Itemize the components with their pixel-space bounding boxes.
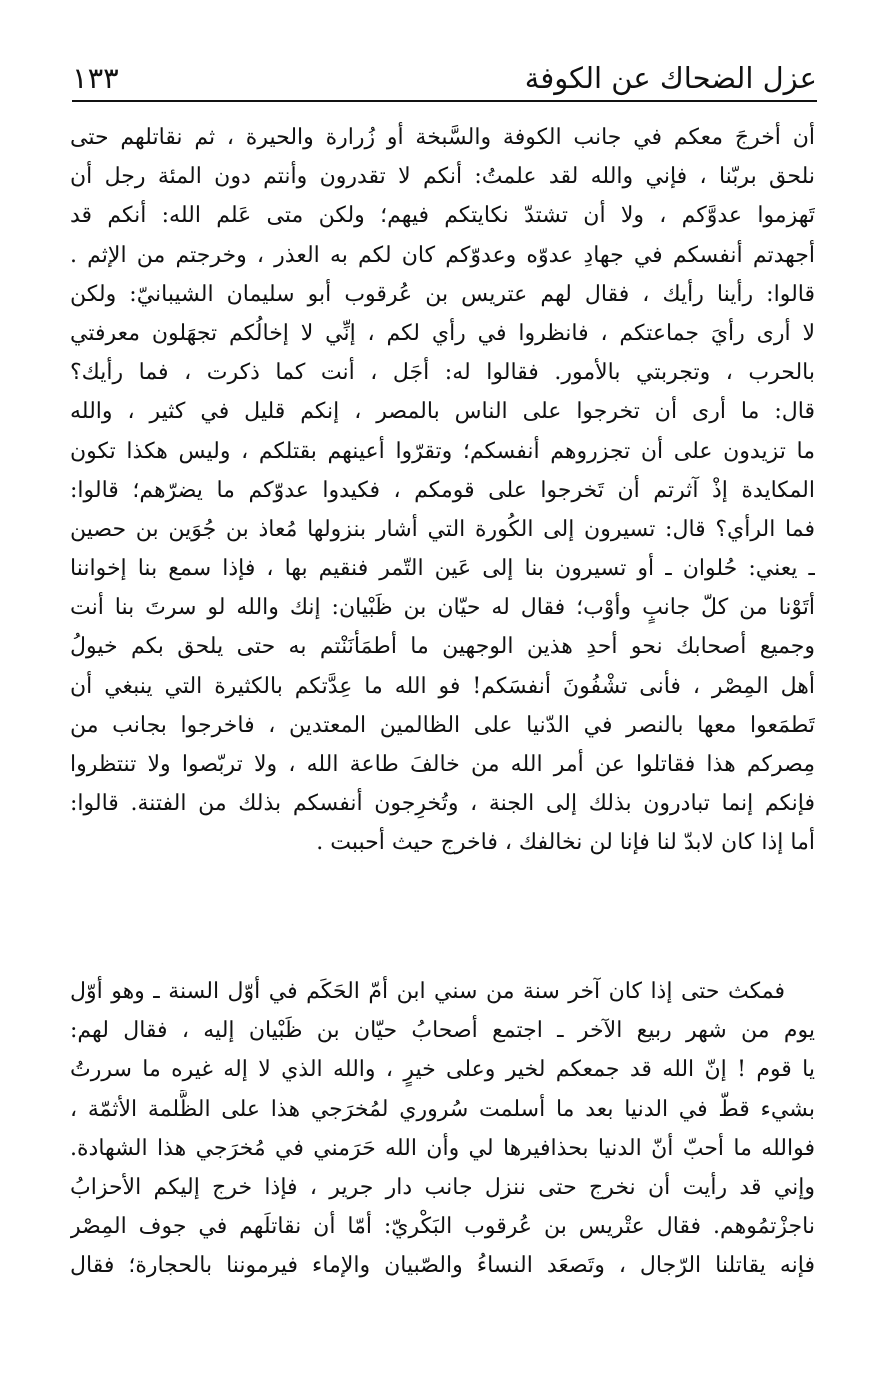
text-line: ما تزيدون على أن تجزروهم أنفسكم؛ وتقرّوا أعينهم بقتلكم ، وليس هكذا تكون — [70, 438, 815, 464]
text-line: قال: ما أرى أن تخرجوا على الناس بالمصر ، إنكم قليل في كثير ، والله — [70, 399, 815, 425]
text-line: فإنكم إنما تبادرون بذلك إلى الجنة ، وتُخرِجون أنفسكم بذلك من الفتنة. قالوا: — [70, 791, 815, 817]
header-rule — [72, 100, 817, 102]
text-line: نلحق بربّنا ، فإني والله لقد علمتُ: أنكم لا تقدرون وأنتم دون المئة رجل أن — [70, 164, 815, 190]
text-line: ناجزْتمُوهم. فقال عتْريس بن عُرقوب البَكْريّ: أمّا أن نقاتلَهم في جوف المِصْر — [70, 1214, 815, 1240]
text-line: أهل المِصْر ، فأنى تشْفُونَ أنفسَكم! فو الله ما عِدَّتكم بالكثيرة التي ينبغي أن — [70, 673, 815, 699]
text-line: تَطمَعوا معها بالنصر في الدّنيا على الظالمين المعتدين ، فاخرجوا بجانب من — [70, 712, 815, 738]
text-line: مِصركم هذا فقاتلوا عن أمر الله من خالفَ طاعة الله ، ولا تربّصوا ولا تنتظروا — [70, 752, 815, 777]
text-line: لا أرى رأيَ جماعتكم ، فانظروا في رأي لكم ، إنِّي لا إخالُكم تجهَلون معرفتي — [70, 320, 815, 346]
text-line: فمكث حتى إذا كان آخر سنة من سني ابن أمّ الحَكَم في أوّل السنة ـ وهو أوّل — [70, 979, 785, 1004]
text-line: أتَوْنا من كلّ جانبٍ وأوْب؛ فقال له حيّان بن ظَبْيان: إنك والله لو سرتَ بنا أنت — [70, 595, 815, 621]
text-line: فوالله ما أحبّ أنّ الدنيا بحذافيرها لي وأن الله حَرَمني في مُخرَجي هذا الشهادة. — [70, 1135, 815, 1161]
page-number: ١٣٣ — [72, 61, 119, 95]
text-line: تَهزموا عدوَّكم ، ولا أن تشتدّ نكايتكم فيهم؛ ولكن متى عَلم الله: أنكم قد — [70, 203, 815, 229]
chapter-title: عزل الضحاك عن الكوفة — [524, 61, 817, 95]
paragraph-1 — [70, 118, 815, 863]
paragraph-2 — [70, 972, 815, 1286]
text-line: بالحرب ، وتجربتي بالأمور. فقالوا له: أجَل ، أنت كما ذكرت ، فما رأيك؟ — [70, 360, 815, 386]
text-line: قالوا: رأينا رأيك ، فقال لهم عتريس بن عُرقوب أبو سليمان الشيبانيّ: ولكن — [70, 281, 815, 307]
text-line: ـ يعني: حُلوان ـ أو تسيرون بنا إلى عَين التّمر فنقيم بها ، فإذا سمع بنا إخواننا — [70, 556, 815, 582]
text-line: وجميع أصحابك نحو أحدِ هذين الوجهين ما أطمَأنَنْتم به حتى يلحق بكم خيولُ — [70, 634, 815, 660]
text-line: يوم من شهر ربيع الآخر ـ اجتمع أصحابُ حيّان بن ظَبْيان إليه ، فقال لهم: — [70, 1018, 815, 1044]
text-line: أما إذا كان لابدّ لنا فإنا لن نخالفك ، فاخرج حيث أحببت . — [316, 830, 815, 856]
text-line: فما الرأي؟ قال: تسيرون إلى الكُورة التي أشار بنزولها مُعاذ بن جُوَين بن حصين — [70, 516, 815, 542]
text-line: يا قوم ! إنّ الله قد جمعكم لخير وعلى خيرٍ ، والله الذي لا إله غيره ما سررتُ — [70, 1057, 815, 1083]
text-line: المكايدة إذْ آثرتم أن تَخرجوا على قومكم ، فكيدوا عدوّكم ما يضرّهم؛ قالوا: — [70, 477, 815, 503]
text-line: أجهدتم أنفسكم في جهادِ عدوّه وعدوّكم كان لكم به العذر ، وخرجتم من الإثم . — [70, 242, 815, 268]
text-line: فإنه يقاتلنا الرّجال ، وتَصعَد النساءُ والصّبيان والإماء فيرموننا بالحجارة؛ فقال — [70, 1253, 815, 1279]
running-header — [72, 54, 817, 98]
text-line: وإني قد رأيت أن نخرج حتى ننزل جانب دار جرير ، فإذا خرج إليكم الأحزابُ — [70, 1174, 815, 1200]
text-line: بشيء قطّ في الدنيا بعد ما أسلمت سُروري لمُخرَجي هذا على الظَّلمة الأثمّة ، — [70, 1096, 815, 1122]
text-line: أن أخرجَ معكم في جانب الكوفة والسَّبخة أو زُرارة والحيرة ، ثم نقاتلهم حتى — [70, 125, 815, 150]
